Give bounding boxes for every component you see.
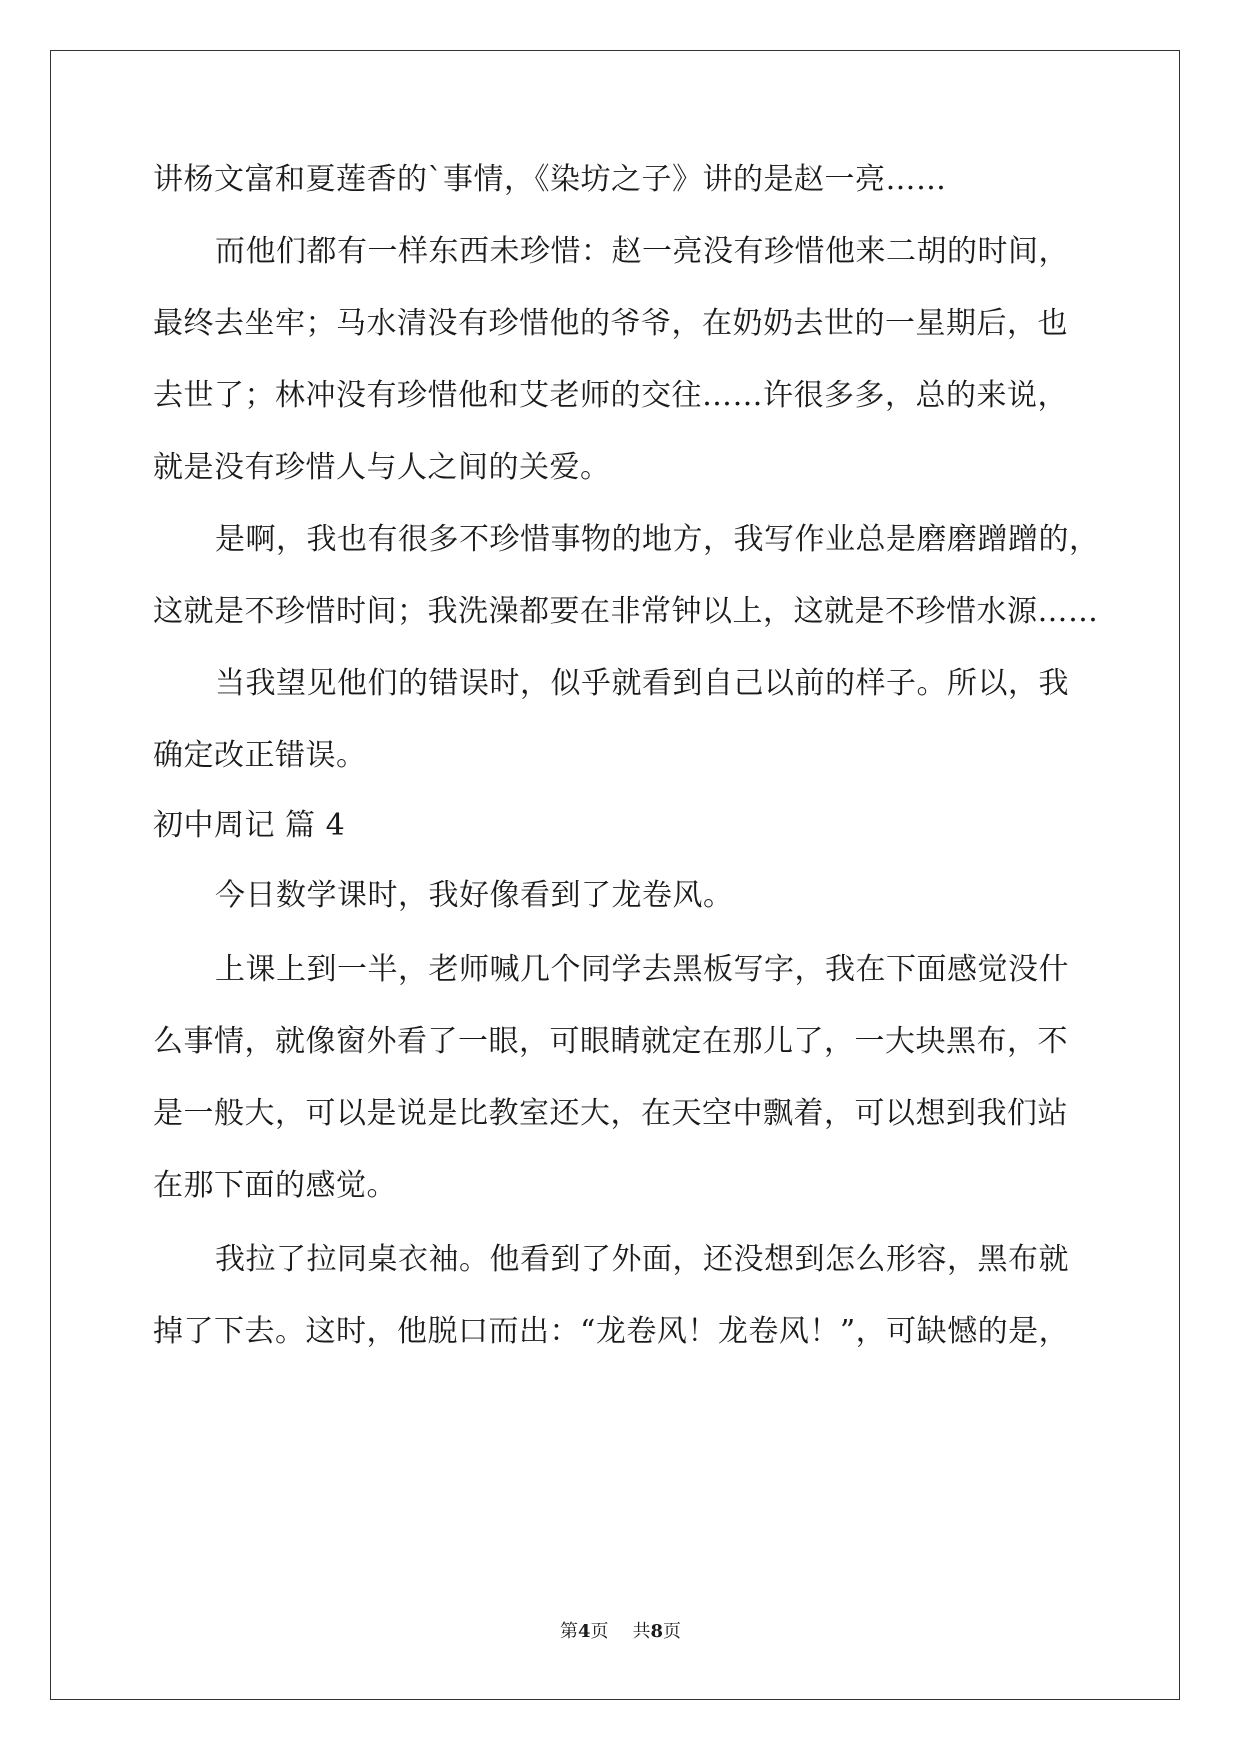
text-line: 么事情，就像窗外看了一眼，可眼睛就定在那儿了，一大块黑布，不	[153, 1024, 1068, 1059]
text-line: 掉了下去。这时，他脱口而出：“龙卷风！龙卷风！”，可缺憾的是，	[153, 1314, 1070, 1349]
text-line: 是啊，我也有很多不珍惜事物的地方，我写作业总是磨磨蹭蹭的，	[215, 522, 1100, 557]
total-pages: 8	[650, 1621, 664, 1642]
text-line: 就是没有珍惜人与人之间的关爱。	[153, 450, 611, 485]
page-suffix: 页	[590, 1621, 609, 1642]
text-line: 去世了；林冲没有珍惜他和艾老师的交往……许很多多，总的来说，	[153, 378, 1068, 413]
total-suffix: 页	[663, 1621, 682, 1642]
page-border	[50, 50, 1180, 1700]
text-line: 今日数学课时，我好像看到了龙卷风。	[215, 878, 734, 913]
total-prefix: 共	[632, 1621, 651, 1642]
text-line: 当我望见他们的错误时，似乎就看到自己以前的样子。所以，我	[215, 666, 1069, 701]
text-line: 最终去坐牢；马水清没有珍惜他的爷爷，在奶奶去世的一星期后，也	[153, 306, 1068, 341]
text-line: 确定改正错误。	[153, 738, 367, 773]
text-line: 是一般大，可以是说是比教室还大，在天空中飘着，可以想到我们站	[153, 1096, 1068, 1131]
text-line: 这就是不珍惜时间；我洗澡都要在非常钟以上，这就是不珍惜水源……	[153, 594, 1099, 629]
text-line: 在那下面的感觉。	[153, 1168, 397, 1203]
page-footer	[0, 1620, 1241, 1644]
section-heading: 初中周记 篇 4	[153, 808, 346, 843]
text-line: 讲杨文富和夏莲香的`事情，《染坊之子》讲的是赵一亮……	[153, 162, 947, 197]
text-line: 而他们都有一样东西未珍惜：赵一亮没有珍惜他来二胡的时间，	[215, 234, 1069, 269]
text-line: 我拉了拉同桌衣袖。他看到了外面，还没想到怎么形容，黑布就	[215, 1242, 1069, 1277]
text-line: 上课上到一半，老师喊几个同学去黑板写字，我在下面感觉没什	[215, 952, 1069, 987]
page-number: 4	[577, 1621, 591, 1642]
page-prefix: 第	[559, 1621, 578, 1642]
